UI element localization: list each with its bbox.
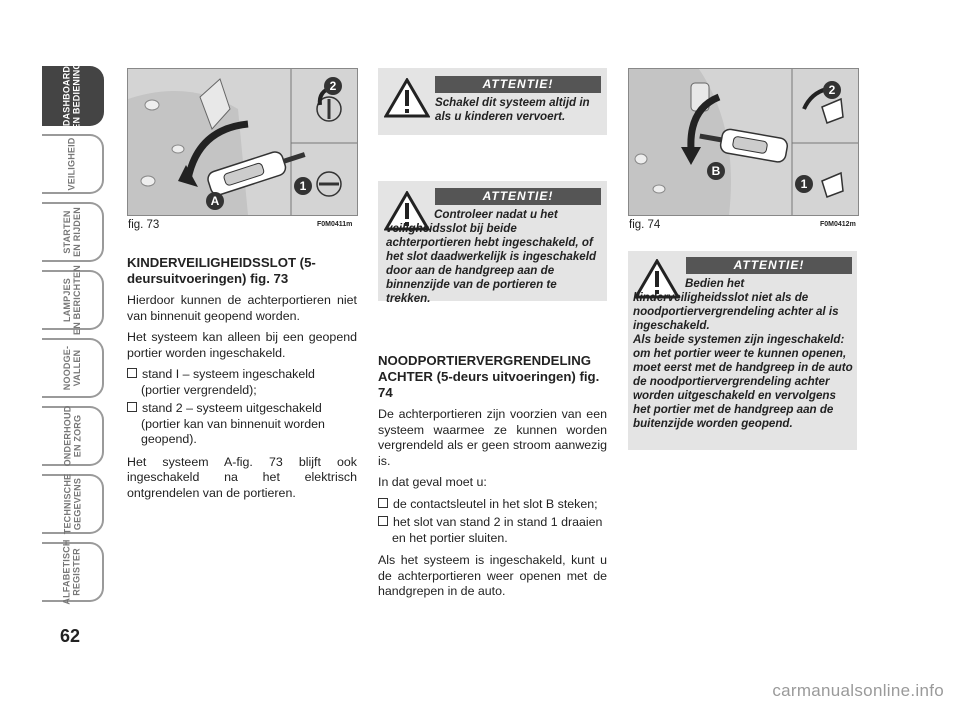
paragraph: De achterportieren zijn voorzien van een systeem waarmee ze kunnen worden vergrendeld als er geen stroom aanwezig is.	[378, 407, 607, 468]
label-2-badge: 2	[823, 81, 841, 99]
paragraph: Als het systeem is ingeschakeld, kunt u de achterportieren weer openen met de handgrepen in de auto.	[378, 553, 607, 598]
figure-code: F0M0412m	[820, 221, 856, 228]
list-item: stand 2 – systeem uitgeschakeld (portier kan van binnenuit worden geopend).	[127, 401, 357, 448]
tab-technische[interactable]: TECHNISCHE GEGEVENS	[42, 474, 104, 534]
warning-text: Controleer nadat u het veiligheidsslot bij beide achterportieren hebt ingeschakeld, of het slot daadwerkelijk is ingeschakeld door aan de handgreep aan de binnenzijde van de portieren te trekken.	[386, 208, 597, 305]
figure-code: F0M0411m	[317, 221, 353, 228]
tab-dashboard[interactable]: DASHBOARD EN BEDIENING	[42, 66, 104, 126]
tab-lampjes[interactable]: LAMPJES EN BERICHTEN	[42, 270, 104, 330]
checkbox-bullet-icon	[127, 402, 137, 412]
paragraph: Het systeem kan alleen bij een geopend portier worden ingeschakeld.	[127, 330, 357, 360]
tab-veiligheid[interactable]: VEILIGHEID	[42, 134, 104, 194]
checkbox-bullet-icon	[378, 516, 388, 526]
warning-triangle-icon	[384, 78, 430, 118]
figure-73	[127, 68, 358, 216]
label-1-badge: 1	[294, 177, 312, 195]
tab-onderhoud[interactable]: ONDERHOUD EN ZORG	[42, 406, 104, 466]
figure-74	[628, 68, 859, 216]
checkbox-bullet-icon	[127, 368, 137, 378]
warning-box-1	[378, 68, 607, 135]
warning-title: ATTENTIE!	[686, 257, 852, 274]
tab-noodgevallen[interactable]: NOODGE- VALLEN	[42, 338, 104, 398]
list-item: stand I – systeem ingeschakeld (portier vergrendeld);	[127, 367, 357, 398]
page-number: 62	[60, 626, 81, 646]
list-item: het slot van stand 2 in stand 1 draaien en het portier sluiten.	[378, 515, 607, 546]
warning-box-3	[628, 251, 857, 450]
label-2-badge: 2	[324, 77, 342, 95]
warning-text: Schakel dit systeem altijd in als u kinderen vervoert.	[435, 96, 590, 123]
watermark: carmanualsonline.info	[772, 681, 944, 700]
section-title: KINDERVEILIGHEIDSSLOT (5-deursuitvoeringen) fig. 73	[127, 255, 316, 286]
label-b-badge: B	[707, 162, 725, 180]
checkbox-bullet-icon	[378, 498, 388, 508]
label-1-badge: 1	[795, 175, 813, 193]
label-a-badge: A	[206, 192, 224, 210]
paragraph: Het systeem A-fig. 73 blijft ook ingeschakeld na het elektrisch ontgrendelen van de portieren.	[127, 454, 357, 500]
child-lock-illustration	[128, 69, 357, 215]
tab-starten[interactable]: STARTEN EN RIJDEN	[42, 202, 104, 262]
figure-caption: fig. 73	[128, 219, 160, 231]
tab-alfabetisch[interactable]: ALFABETISCH REGISTER	[42, 542, 104, 602]
paragraph: In dat geval moet u:	[378, 475, 487, 489]
figure-caption: fig. 74	[629, 219, 661, 231]
section-noodportiervergrendeling	[378, 353, 607, 606]
warning-title: ATTENTIE!	[435, 76, 601, 93]
section-kinderveiligheidsslot	[127, 255, 357, 507]
paragraph: Hierdoor kunnen de achterportieren niet van binnenuit geopend worden.	[127, 293, 357, 323]
section-title: NOODPORTIERVERGRENDELING ACHTER (5-deurs uitvoeringen) fig. 74	[378, 353, 600, 400]
list-item: de contactsleutel in het slot B steken;	[378, 497, 607, 513]
warning-box-2	[378, 181, 607, 305]
warning-title: ATTENTIE!	[435, 188, 601, 205]
warning-text: Bedien het kinderveiligheidsslot niet als de noodportiervergrendeling achter al is ingeschakeld. Als beide systemen zijn ingeschakeld: om het portier weer te kunnen openen, moet eerst met de handgreep in de auto de noodportiervergrendeling achter worden uitgeschakeld en vervolgens het portier met de handgreep aan de buitenzijde worden geopend.	[633, 277, 853, 430]
